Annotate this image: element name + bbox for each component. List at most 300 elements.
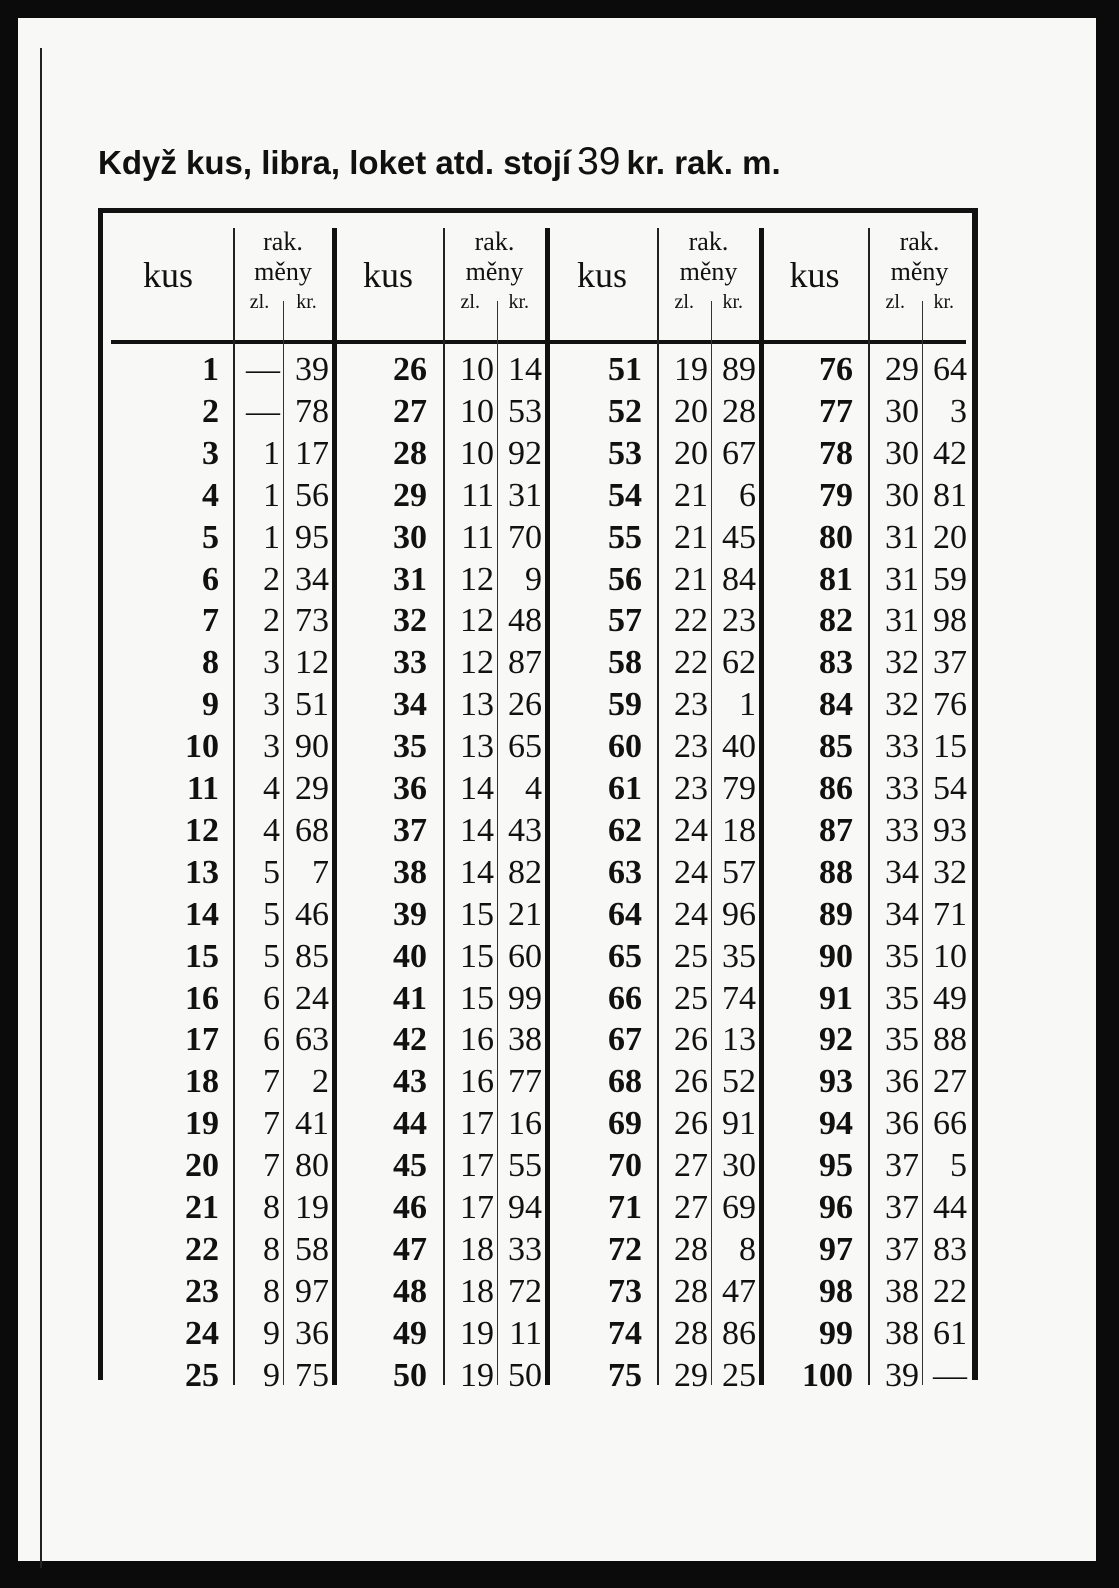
kr-cell: 23 (722, 602, 756, 640)
zl-cell: 1 (263, 476, 280, 514)
kr-cell: 14 (508, 351, 542, 388)
header-zl: zl. (885, 291, 905, 313)
header-meny: měny (465, 257, 524, 286)
kr-cell: 3 (950, 392, 967, 430)
zl-cell: 2 (263, 602, 280, 640)
kus-cell: 65 (608, 937, 642, 975)
table-row (103, 600, 972, 641)
kus-cell: 52 (608, 392, 642, 430)
kus-cell: 26 (393, 351, 427, 388)
table-row (103, 349, 972, 390)
header-meny: měny (890, 257, 949, 286)
kus-cell: 2 (202, 392, 219, 430)
zl-cell: 31 (885, 518, 919, 556)
kus-cell: 74 (608, 1314, 642, 1352)
title-price: 39 (577, 140, 621, 183)
kr-cell: 76 (933, 686, 967, 724)
header-kus-1: kus (142, 255, 193, 295)
kus-cell: 8 (202, 644, 219, 682)
header-kus-3: kus (576, 255, 627, 295)
kr-cell: 71 (933, 895, 967, 933)
kus-cell: 70 (608, 1147, 642, 1185)
table-row (103, 475, 972, 516)
header-kus-2: kus (362, 255, 413, 295)
zl-cell: 8 (263, 1230, 280, 1268)
zl-cell: 31 (885, 560, 919, 598)
zl-cell: 30 (885, 434, 919, 472)
kus-cell: 5 (202, 518, 219, 556)
zl-cell: 35 (885, 937, 919, 975)
header-currency-3 (660, 213, 757, 338)
kus-cell: 90 (819, 937, 853, 975)
kus-cell: 84 (819, 686, 853, 724)
kr-cell: 38 (508, 1021, 542, 1059)
kr-cell: 46 (295, 895, 329, 933)
zl-cell: 38 (885, 1314, 919, 1352)
table-row (103, 1145, 972, 1186)
kr-cell: 33 (508, 1230, 542, 1268)
zl-cell: 3 (263, 644, 280, 682)
kus-cell: 7 (202, 602, 219, 640)
kus-cell: 75 (608, 1356, 642, 1394)
kr-cell: 56 (295, 476, 329, 514)
kr-cell: 25 (722, 1356, 756, 1394)
kus-cell: 15 (185, 937, 219, 975)
kr-cell: 87 (508, 644, 542, 682)
kus-cell: 46 (393, 1189, 427, 1226)
zl-cell: 7 (263, 1105, 280, 1143)
kr-cell: 48 (508, 602, 542, 640)
zl-cell: 20 (674, 392, 708, 430)
kr-cell: 69 (722, 1189, 756, 1226)
zl-cell: 12 (460, 560, 494, 598)
kus-cell: 39 (393, 895, 427, 933)
zl-cell: 34 (885, 853, 919, 891)
kus-cell: 98 (819, 1272, 853, 1310)
kus-cell: 53 (608, 434, 642, 472)
table-row (103, 1271, 972, 1312)
zl-cell: 1 (263, 434, 280, 472)
kus-cell: 92 (819, 1021, 853, 1059)
kr-cell: 83 (933, 1230, 967, 1268)
kr-cell: 57 (722, 853, 756, 891)
zl-cell: 37 (885, 1230, 919, 1268)
table-row (103, 433, 972, 474)
header-currency-2 (446, 213, 543, 338)
header-rak: rak. (899, 227, 940, 256)
table-row (103, 1061, 972, 1102)
zl-cell: 16 (460, 1021, 494, 1059)
kr-cell: 98 (933, 602, 967, 640)
kus-cell: 34 (393, 686, 427, 724)
kus-cell: 56 (608, 560, 642, 598)
kus-cell: 9 (202, 686, 219, 724)
kr-cell: 72 (508, 1272, 542, 1310)
kus-cell: 44 (393, 1105, 427, 1143)
kus-cell: 35 (393, 728, 427, 766)
zl-cell: 19 (460, 1314, 494, 1352)
zl-cell: 21 (674, 476, 708, 514)
kus-cell: 86 (819, 770, 853, 807)
kr-cell: 29 (295, 770, 329, 807)
zl-cell: 22 (674, 602, 708, 640)
title-suffix: kr. rak. m. (626, 144, 781, 181)
zl-cell: 27 (674, 1189, 708, 1226)
kr-cell: 12 (295, 644, 329, 682)
page-spine-line (40, 48, 42, 1568)
table-row (103, 1229, 972, 1270)
kus-cell: 12 (185, 811, 219, 849)
zl-cell: 32 (885, 644, 919, 682)
zl-cell: 25 (674, 937, 708, 975)
kr-cell: 51 (295, 686, 329, 724)
kr-cell: 96 (722, 895, 756, 933)
kus-cell: 97 (819, 1230, 853, 1268)
kr-cell: 40 (722, 728, 756, 766)
table-row (103, 517, 972, 558)
zl-cell: 29 (674, 1356, 708, 1394)
kr-cell: 26 (508, 686, 542, 724)
zl-cell: 21 (674, 518, 708, 556)
table-row (103, 894, 972, 935)
zl-cell: 19 (460, 1356, 494, 1394)
kus-cell: 23 (185, 1272, 219, 1310)
kr-cell: 2 (312, 1063, 329, 1101)
kr-cell: 30 (722, 1147, 756, 1185)
zl-cell: 19 (674, 351, 708, 388)
kus-cell: 63 (608, 853, 642, 891)
zl-cell: 26 (674, 1105, 708, 1143)
kr-cell: 21 (508, 895, 542, 933)
zl-cell: 3 (263, 686, 280, 724)
kus-cell: 93 (819, 1063, 853, 1101)
header-meny: měny (679, 257, 738, 286)
kr-cell: 42 (933, 434, 967, 472)
kus-cell: 43 (393, 1063, 427, 1101)
kus-cell: 22 (185, 1230, 219, 1268)
zl-cell: 8 (263, 1272, 280, 1310)
page-title (98, 140, 998, 200)
kr-cell: — (933, 1356, 967, 1394)
zl-cell: 6 (263, 979, 280, 1017)
kus-cell: 14 (185, 895, 219, 933)
zl-cell: 35 (885, 979, 919, 1017)
zl-cell: 9 (263, 1356, 280, 1394)
zl-cell: 33 (885, 728, 919, 766)
kr-cell: 66 (933, 1105, 967, 1143)
kr-cell: 28 (722, 392, 756, 430)
kus-cell: 10 (185, 728, 219, 766)
kr-cell: 68 (295, 811, 329, 849)
kr-cell: 74 (722, 979, 756, 1017)
zl-cell: 10 (460, 392, 494, 430)
kr-cell: 64 (933, 351, 967, 388)
kr-cell: 10 (933, 937, 967, 975)
kr-cell: 13 (722, 1021, 756, 1059)
kus-cell: 95 (819, 1147, 853, 1185)
kus-cell: 16 (185, 979, 219, 1017)
zl-cell: 30 (885, 476, 919, 514)
kus-cell: 42 (393, 1021, 427, 1059)
kus-cell: 18 (185, 1063, 219, 1101)
kus-cell: 72 (608, 1230, 642, 1268)
kus-cell: 69 (608, 1105, 642, 1143)
kus-cell: 33 (393, 644, 427, 682)
zl-cell: 15 (460, 979, 494, 1017)
zl-cell: 11 (461, 518, 494, 556)
kr-cell: 60 (508, 937, 542, 975)
table-row (103, 1355, 972, 1396)
zl-cell: 28 (674, 1230, 708, 1268)
kus-cell: 40 (393, 937, 427, 975)
kus-cell: 78 (819, 434, 853, 472)
header-rule (111, 340, 966, 344)
kr-cell: 93 (933, 811, 967, 849)
zl-cell: 26 (674, 1063, 708, 1101)
kus-cell: 28 (393, 434, 427, 472)
kr-cell: 95 (295, 518, 329, 556)
kus-cell: 24 (185, 1314, 219, 1352)
kr-cell: 86 (722, 1314, 756, 1352)
zl-cell: 17 (460, 1147, 494, 1185)
kr-cell: 94 (508, 1189, 542, 1226)
kr-cell: 90 (295, 728, 329, 766)
zl-cell: 39 (885, 1356, 919, 1394)
kr-cell: 1 (739, 686, 756, 724)
kus-cell: 80 (819, 518, 853, 556)
zl-cell: 2 (263, 560, 280, 598)
table-row (103, 726, 972, 767)
table-row (103, 768, 972, 809)
kr-cell: 44 (933, 1189, 967, 1226)
header-kus-4: kus (789, 255, 840, 295)
kus-cell: 68 (608, 1063, 642, 1101)
kus-cell: 13 (185, 853, 219, 891)
zl-cell: 15 (460, 895, 494, 933)
kus-cell: 3 (202, 434, 219, 472)
kus-cell: 19 (185, 1105, 219, 1143)
table-row (103, 936, 972, 977)
kus-cell: 77 (819, 392, 853, 430)
kr-cell: 73 (295, 602, 329, 640)
zl-cell: 10 (460, 351, 494, 388)
table-row (103, 559, 972, 600)
header-zl: zl. (674, 291, 694, 313)
kus-cell: 4 (202, 476, 219, 514)
kus-cell: 59 (608, 686, 642, 724)
kr-cell: 11 (509, 1314, 542, 1352)
kus-cell: 57 (608, 602, 642, 640)
zl-cell: 14 (460, 853, 494, 891)
kus-cell: 99 (819, 1314, 853, 1352)
zl-cell: 36 (885, 1063, 919, 1101)
kr-cell: 81 (933, 476, 967, 514)
page (18, 18, 1096, 1561)
zl-cell: 17 (460, 1189, 494, 1226)
kus-cell: 29 (393, 476, 427, 514)
kr-cell: 8 (739, 1230, 756, 1268)
zl-cell: 9 (263, 1314, 280, 1352)
table-row (103, 852, 972, 893)
kus-cell: 54 (608, 476, 642, 514)
kr-cell: 43 (508, 811, 542, 849)
kr-cell: 19 (295, 1189, 329, 1226)
kus-cell: 30 (393, 518, 427, 556)
kus-cell: 11 (186, 770, 219, 807)
kr-cell: 17 (295, 434, 329, 472)
header-zl: zl. (460, 291, 480, 313)
kr-cell: 77 (508, 1063, 542, 1101)
kus-cell: 94 (819, 1105, 853, 1143)
kr-cell: 85 (295, 937, 329, 975)
kus-cell: 32 (393, 602, 427, 640)
kus-cell: 21 (185, 1189, 219, 1226)
kr-cell: 75 (295, 1356, 329, 1394)
zl-cell: 8 (263, 1189, 280, 1226)
zl-cell: 33 (885, 811, 919, 849)
zl-cell: 18 (460, 1230, 494, 1268)
zl-cell: 29 (885, 351, 919, 388)
table-row (103, 642, 972, 683)
header-kr: kr. (933, 291, 955, 313)
zl-cell: 37 (885, 1147, 919, 1185)
zl-cell: 16 (460, 1063, 494, 1101)
kus-cell: 61 (608, 770, 642, 807)
kus-cell: 36 (393, 770, 427, 807)
zl-cell: 18 (460, 1272, 494, 1310)
zl-cell: 34 (885, 895, 919, 933)
kr-cell: 54 (933, 770, 967, 807)
zl-cell: 31 (885, 602, 919, 640)
zl-cell: 38 (885, 1272, 919, 1310)
kus-cell: 47 (393, 1230, 427, 1268)
zl-cell: 6 (263, 1021, 280, 1059)
zl-cell: 27 (674, 1147, 708, 1185)
zl-cell: 7 (263, 1063, 280, 1101)
kus-cell: 31 (393, 560, 427, 598)
kus-cell: 89 (819, 895, 853, 933)
kus-cell: 83 (819, 644, 853, 682)
zl-cell: 5 (263, 853, 280, 891)
kr-cell: 22 (933, 1272, 967, 1310)
kus-cell: 87 (819, 811, 853, 849)
zl-cell: 24 (674, 811, 708, 849)
kr-cell: 84 (722, 560, 756, 598)
zl-cell: 5 (263, 937, 280, 975)
header-rak: rak. (263, 227, 303, 256)
header-zl: zl. (249, 291, 270, 313)
header-rak: rak. (474, 227, 515, 256)
kus-cell: 6 (202, 560, 219, 598)
kr-cell: 63 (295, 1021, 329, 1059)
kr-cell: 15 (933, 728, 967, 766)
zl-cell: 32 (885, 686, 919, 724)
kr-cell: 89 (722, 351, 756, 388)
kr-cell: 39 (295, 351, 329, 388)
zl-cell: 23 (674, 770, 708, 807)
kr-cell: 27 (933, 1063, 967, 1101)
kus-cell: 100 (802, 1356, 853, 1394)
kr-cell: 41 (295, 1105, 329, 1143)
table-row (103, 391, 972, 432)
kr-cell: 18 (722, 811, 756, 849)
zl-cell: 14 (460, 770, 494, 807)
table-row (103, 978, 972, 1019)
kr-cell: 34 (295, 560, 329, 598)
kus-cell: 76 (819, 351, 853, 388)
zl-cell: 21 (674, 560, 708, 598)
zl-cell: 15 (460, 937, 494, 975)
header-kr: kr. (722, 291, 744, 313)
kus-cell: 51 (608, 351, 642, 388)
kr-cell: 36 (295, 1314, 329, 1352)
price-table (98, 208, 978, 1394)
zl-cell: — (246, 351, 280, 388)
kr-cell: 79 (722, 770, 756, 807)
kr-cell: 7 (312, 853, 329, 891)
table-row (103, 1103, 972, 1144)
kr-cell: 62 (722, 644, 756, 682)
table-row (103, 1187, 972, 1228)
zl-cell: 13 (460, 728, 494, 766)
kr-cell: 49 (933, 979, 967, 1017)
kus-cell: 79 (819, 476, 853, 514)
header-kr: kr. (508, 291, 530, 313)
kr-cell: 16 (508, 1105, 542, 1143)
header-meny: měny (254, 257, 312, 286)
kr-cell: 67 (722, 434, 756, 472)
table-row (103, 1313, 972, 1354)
header-kr: kr. (296, 291, 317, 313)
kus-cell: 27 (393, 392, 427, 430)
zl-cell: 25 (674, 979, 708, 1017)
kr-cell: 92 (508, 434, 542, 472)
kr-cell: 97 (295, 1272, 329, 1310)
kus-cell: 67 (608, 1021, 642, 1059)
kr-cell: 31 (508, 476, 542, 514)
zl-cell: 1 (263, 518, 280, 556)
table-row (103, 684, 972, 725)
kr-cell: 88 (933, 1021, 967, 1059)
kr-cell: 52 (722, 1063, 756, 1101)
kr-cell: 20 (933, 518, 967, 556)
kr-cell: 9 (525, 560, 542, 598)
zl-cell: 11 (461, 476, 494, 514)
zl-cell: 10 (460, 434, 494, 472)
kus-cell: 55 (608, 518, 642, 556)
kr-cell: 65 (508, 728, 542, 766)
kus-cell: 62 (608, 811, 642, 849)
kus-cell: 25 (185, 1356, 219, 1394)
zl-cell: — (246, 392, 280, 430)
kus-cell: 60 (608, 728, 642, 766)
zl-cell: 24 (674, 895, 708, 933)
kus-cell: 85 (819, 728, 853, 766)
kus-cell: 66 (608, 979, 642, 1017)
zl-cell: 20 (674, 434, 708, 472)
kr-cell: 80 (295, 1147, 329, 1185)
zl-cell: 33 (885, 770, 919, 807)
kus-cell: 48 (393, 1272, 427, 1310)
header-currency-4 (871, 213, 968, 338)
kr-cell: 91 (722, 1105, 756, 1143)
kr-cell: 50 (508, 1356, 542, 1394)
zl-cell: 23 (674, 728, 708, 766)
zl-cell: 22 (674, 644, 708, 682)
kr-cell: 61 (933, 1314, 967, 1352)
kus-cell: 37 (393, 811, 427, 849)
table-row (103, 810, 972, 851)
